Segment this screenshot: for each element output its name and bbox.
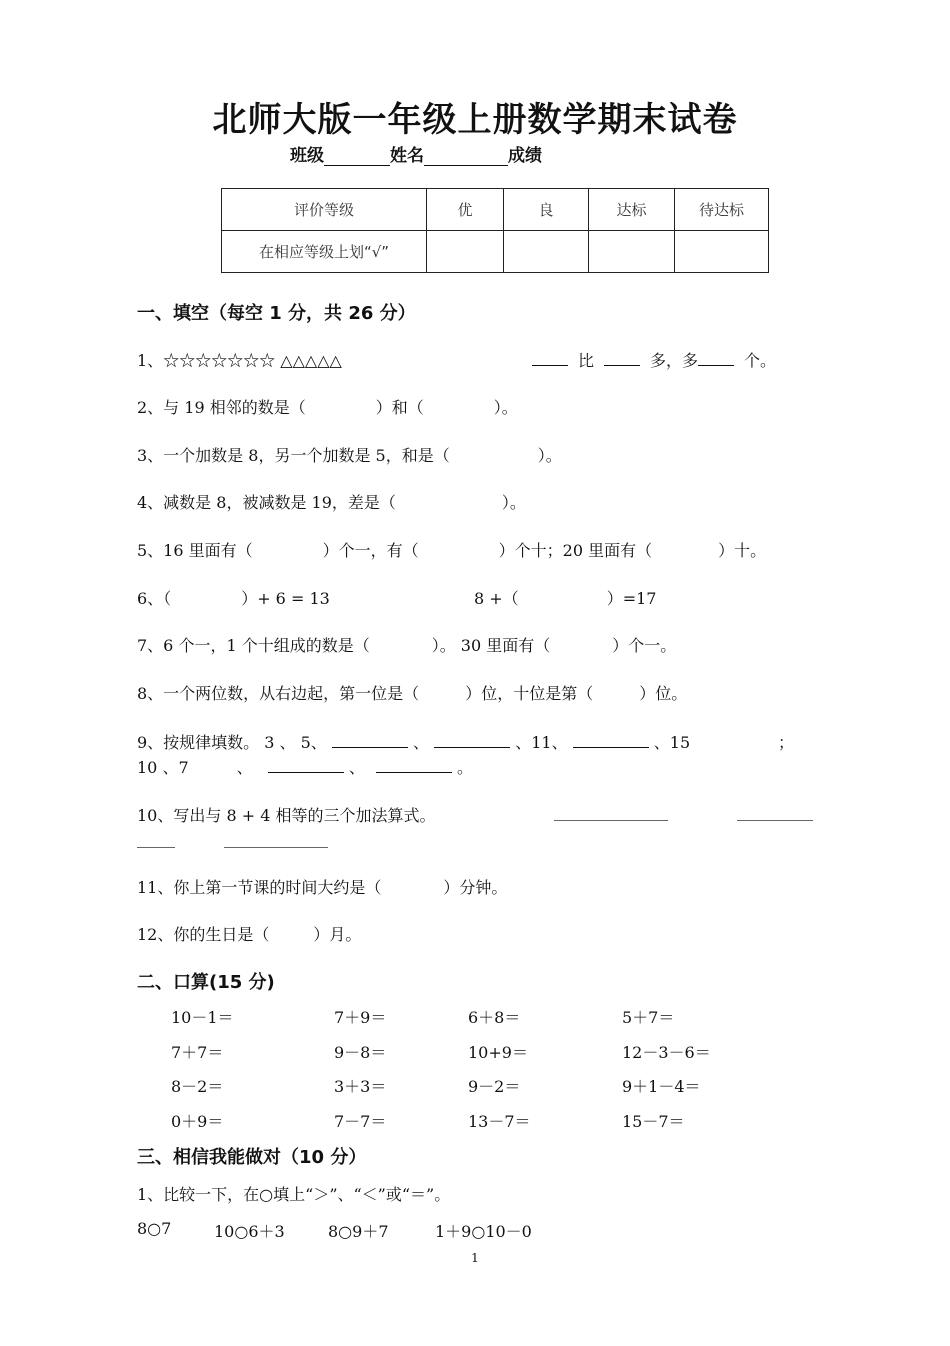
page-number: 1 [471, 1251, 479, 1265]
question-6: 6、（ ）+ 6 = 13 [137, 589, 330, 608]
calc-item: 13－7＝ [468, 1112, 531, 1131]
grade-cell-good[interactable] [504, 231, 589, 273]
question-3: 3、一个加数是 8，另一个加数是 5，和是（ ）。 [137, 446, 562, 465]
compare-item: 8○9＋7 [328, 1222, 389, 1241]
q1-blank-3[interactable] [698, 351, 734, 366]
name-blank[interactable] [424, 149, 508, 166]
calc-item: 9－2＝ [468, 1077, 521, 1096]
q9-blank-5[interactable] [376, 758, 452, 773]
grade-cell-pass[interactable] [589, 231, 675, 273]
page-title: 北师大版一年级上册数学期末试卷 [212, 100, 738, 140]
compare-item: 10○6＋3 [214, 1222, 285, 1241]
section1-heading: 一、填空（每空 1 分，共 26 分） [137, 303, 416, 324]
student-info [290, 141, 542, 166]
question-12: 12、你的生日是（ ）月。 [137, 925, 362, 944]
grade-header-excellent: 优 [427, 189, 504, 231]
question-5: 5、16 里面有（ ）个一，有（ ）个十；20 里面有（ ）十。 [137, 541, 767, 560]
calc-item: 10－1＝ [171, 1008, 234, 1027]
q10-blank-1[interactable] [554, 806, 668, 821]
grade-row-label: 在相应等级上划“√” [222, 231, 427, 273]
calc-item: 8－2＝ [171, 1077, 224, 1096]
q9-semicolon: ； [778, 733, 795, 752]
q1-blank-2[interactable] [604, 351, 640, 366]
calc-item: 7＋7＝ [171, 1043, 224, 1062]
question-1-answer: 比 多，多 个。 [532, 348, 776, 371]
question-8: 8、一个两位数，从右边起，第一位是（ ）位，十位是第（ ）位。 [137, 684, 688, 703]
grade-cell-needs-work[interactable] [675, 231, 769, 273]
q10-blank-2[interactable] [737, 806, 813, 821]
calc-item: 7＋9＝ [334, 1008, 387, 1027]
q9-blank-4[interactable] [268, 758, 344, 773]
shapes-row: ☆☆☆☆☆☆☆ △△△△△ [163, 351, 342, 370]
q1-blank-1[interactable] [532, 351, 568, 366]
calc-item: 0＋9＝ [171, 1112, 224, 1131]
calc-item: 6＋8＝ [468, 1008, 521, 1027]
grade-header-label: 评价等级 [222, 189, 427, 231]
q10-blank-3[interactable] [224, 833, 328, 848]
section3-question-1: 1、比较一下，在○填上“＞”、“＜”或“＝”。 [137, 1185, 451, 1204]
compare-item: 1＋9○10－0 [435, 1222, 532, 1241]
question-7: 7、6 个一，1 个十组成的数是（ ）。 30 里面有（ ）个一。 [137, 636, 677, 655]
question-1: 1、☆☆☆☆☆☆☆ △△△△△ [137, 351, 342, 370]
grade-table [221, 188, 769, 273]
calc-item: 5＋7＝ [622, 1008, 675, 1027]
name-label: 姓名 [390, 146, 424, 166]
q9-blank-3[interactable] [573, 733, 649, 748]
grade-header-needs-work: 待达标 [675, 189, 769, 231]
section3-heading: 三、相信我能做对（10 分） [137, 1147, 367, 1168]
grade-header-pass: 达标 [589, 189, 675, 231]
calc-item: 10+9＝ [468, 1043, 528, 1062]
score-label: 成绩 [508, 146, 542, 166]
question-6b: 8 +（ ）=17 [474, 589, 657, 608]
class-label: 班级 [290, 146, 324, 166]
question-4: 4、减数是 8，被减数是 19，差是（ ）。 [137, 493, 526, 512]
calc-item: 12－3－6＝ [622, 1043, 711, 1062]
grade-cell-excellent[interactable] [427, 231, 504, 273]
q9-blank-2[interactable] [434, 733, 510, 748]
calc-item: 9－8＝ [334, 1043, 387, 1062]
question-9: 9、按规律填数。 3 、 5、 、 、11、 、15 [137, 733, 691, 752]
section2-heading: 二、口算(15 分) [137, 972, 275, 993]
calc-item: 7－7＝ [334, 1112, 387, 1131]
grade-header-good: 良 [504, 189, 589, 231]
calc-item: 9＋1－4＝ [622, 1077, 701, 1096]
question-11: 11、你上第一节课的时间大约是（ ）分钟。 [137, 878, 508, 897]
q10-blank-2-cont[interactable] [137, 833, 175, 848]
question-10: 10、写出与 8 + 4 相等的三个加法算式。 [137, 806, 436, 825]
calc-item: 3＋3＝ [334, 1077, 387, 1096]
q9-blank-1[interactable] [332, 733, 408, 748]
class-blank[interactable] [324, 149, 390, 166]
compare-item: 8○7 [137, 1219, 172, 1238]
question-2: 2、与 19 相邻的数是（ ）和（ ）。 [137, 398, 518, 417]
calc-item: 15－7＝ [622, 1112, 685, 1131]
question-9-line2: 10 、7 、 、 。 [137, 758, 474, 777]
